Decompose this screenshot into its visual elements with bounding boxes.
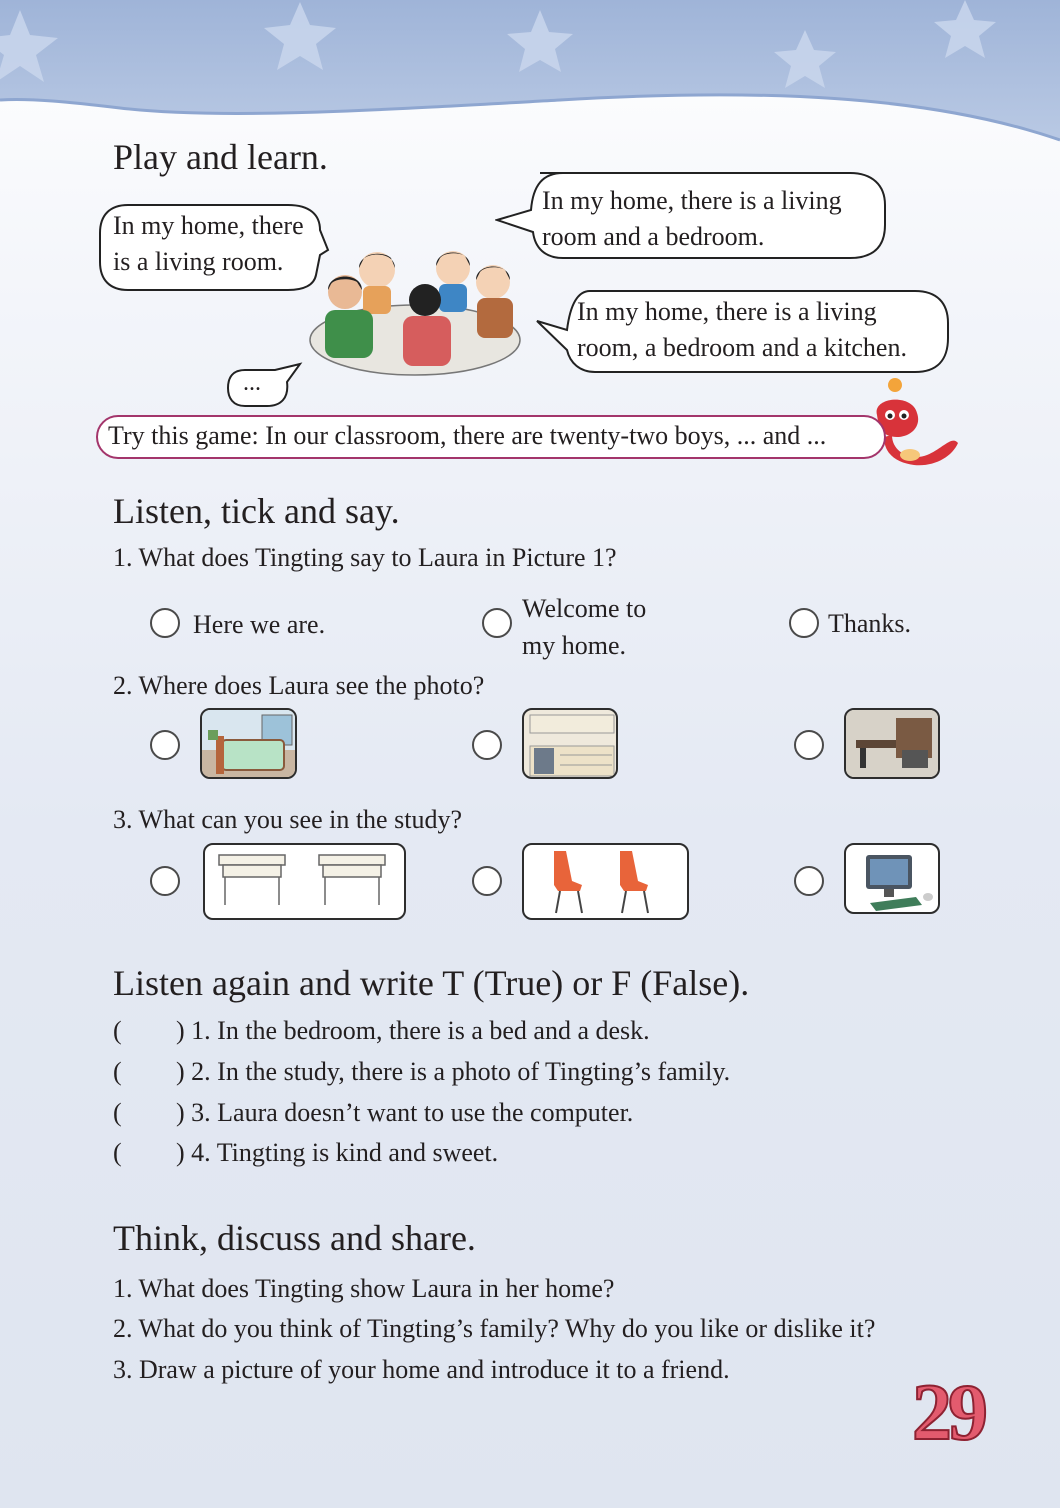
children-discussion-illustration [305,240,525,380]
tf-statement-4: ) 4. Tingting is kind and sweet. [176,1138,499,1167]
section-title-listen-tick-say: Listen, tick and say. [113,491,400,531]
tf-open-paren-4: ( [113,1138,122,1167]
speech-bubble-left-text: In my home, there is a living room. [113,211,304,276]
tf-statement-3: ) 3. Laura doesn’t want to use the computer. [176,1098,634,1127]
section-title-think-discuss-share: Think, discuss and share. [113,1218,476,1258]
tf-statement-2: ) 2. In the study, there is a photo of Tingting’s family. [176,1057,731,1086]
q1-option-2-radio[interactable] [482,608,512,638]
question-3: 3. What can you see in the study? [113,805,462,834]
section-title-true-false: Listen again and write T (True) or F (False). [113,963,750,1003]
chairs-image [522,843,689,920]
q1-option-3-label: Thanks. [828,609,912,638]
question-1: 1. What does Tingting say to Laura in Picture 1? [113,543,617,572]
tf-open-paren-1: ( [113,1016,122,1045]
think-question-3: 3. Draw a picture of your home and introduce it to a friend. [113,1355,730,1384]
think-question-1: 1. What does Tingting show Laura in her home? [113,1274,615,1303]
tf-statement-1: ) 1. In the bedroom, there is a bed and a desk. [176,1016,650,1045]
q2-option-2-radio[interactable] [472,730,502,760]
q1-option-1-radio[interactable] [150,608,180,638]
q2-option-1-radio[interactable] [150,730,180,760]
kitchen-image [522,708,618,779]
section-title-play-and-learn: Play and learn. [113,137,328,177]
think-question-2: 2. What do you think of Tingting’s family? Why do you like or dislike it? [113,1314,876,1343]
page-number: 29 [912,1369,984,1457]
q3-option-3-radio[interactable] [794,866,824,896]
tf-open-paren-2: ( [113,1057,122,1086]
bedroom-image [200,708,297,779]
desks-image [203,843,406,920]
q2-option-3-radio[interactable] [794,730,824,760]
speech-bubble-top-text: In my home, there is a living room and a bedroom. [542,186,842,251]
q1-option-1-label: Here we are. [193,610,326,639]
study-image [844,708,940,779]
q1-option-2-label: Welcome to my home. [522,594,647,660]
computer-image [844,843,940,914]
q3-option-1-radio[interactable] [150,866,180,896]
speech-bubble-small [225,362,305,410]
header-wave-banner [0,0,1060,150]
q1-option-3-radio[interactable] [789,608,819,638]
speech-bubble-small-text: ... [243,370,261,396]
tf-open-paren-3: ( [113,1098,122,1127]
game-instruction-text: Try this game: In our classroom, there are twenty-two boys, ... and ... [108,421,827,450]
question-2: 2. Where does Laura see the photo? [113,671,485,700]
q3-option-2-radio[interactable] [472,866,502,896]
speech-bubble-right-text: In my home, there is a living room, a bedroom and a kitchen. [577,297,907,362]
